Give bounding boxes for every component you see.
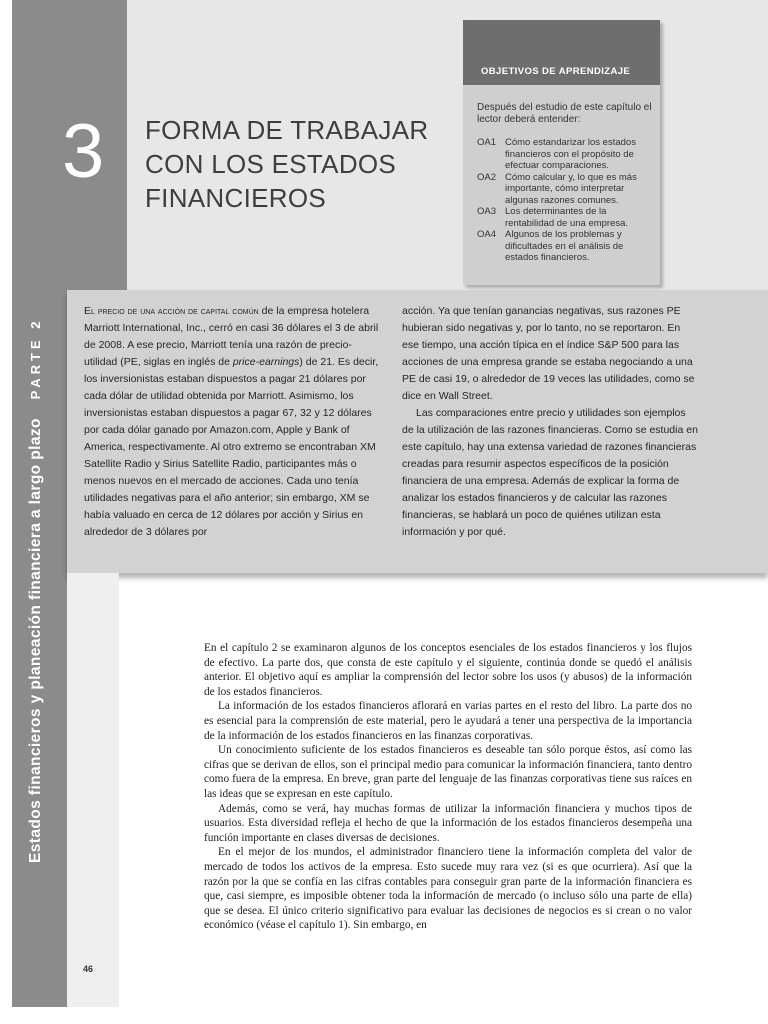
intro-column-left	[84, 303, 381, 541]
chapter-number-panel	[12, 0, 127, 290]
learning-objectives-title: OBJETIVOS DE APRENDIZAJE	[481, 66, 631, 77]
objective-text: Cómo calcular y, lo que es más importante, cómo interpretar algunas razones comunes.	[505, 171, 637, 206]
objective-code: OA4	[477, 229, 497, 240]
body-paragraph: Un conocimiento suficiente de los estados financieros es deseable tan sólo porque éstos, así como las cifras que se derivan de ellos, son el principal medio para comunicar la información financiera, tanto dentro como fuera de la empresa. En breve, gran parte del lenguaje de las finanzas corporativas tiene sus raíces en las ideas que se expresan en este capítulo.	[204, 744, 692, 800]
part-subject: Estados financieros y planeación financiera a largo plazo	[27, 418, 44, 863]
body-paragraph: La información de los estados financieros aflorará en varias partes en el resto del libro. La parte dos no es esencial para la comprensión de este material, pero le ayudará a tener una perspectiva de la importancia de la información de los estados financieros en las finanzas corporativas.	[204, 700, 692, 742]
objective-text: Los determinantes de la rentabilidad de una empresa.	[505, 206, 629, 229]
intro-paragraph: acción. Ya que tenían ganancias negativas, sus razones PE hubieran sido negativas y, por lo tanto, no se reportaron. En ese tiempo, una acción típica en el índice S&P 500 para las acciones de una empresa grande se estaba negociando a una PE de casi 19, o alrededor de 19 veces las utilidades, como se dice en Wall Street.	[402, 305, 695, 402]
chapter-title-line: FORMA DE TRABAJAR	[145, 115, 429, 145]
chapter-title-line: FINANCIEROS	[145, 183, 326, 213]
page-bottom-margin	[0, 1007, 768, 1024]
learning-objectives-box	[463, 20, 660, 285]
chapter-title-line: CON LOS ESTADOS	[145, 149, 397, 179]
page-left-margin	[0, 0, 12, 1024]
chapter-intro-panel	[67, 290, 768, 573]
learning-objective-item	[477, 229, 657, 264]
objective-code: OA1	[477, 137, 497, 148]
intro-paragraph	[84, 303, 381, 541]
learning-objective-item	[477, 206, 657, 229]
part-side-label	[22, 293, 50, 863]
learning-objective-item	[477, 137, 657, 172]
objective-code: OA2	[477, 171, 497, 183]
learning-objectives-intro: Después del estudio de este capítulo el lector deberá entender:	[477, 102, 652, 125]
part-number: PARTE 2	[28, 317, 43, 400]
intro-lead-smallcaps: El precio de una acción de capital común	[84, 305, 259, 317]
chapter-number: 3	[62, 109, 105, 194]
body-paragraph: En el capítulo 2 se examinaron algunos de los conceptos esenciales de los estados financieros y los flujos de efectivo. La parte dos, que consta de este capítulo y el siguiente, continúa donde se quedó el análisis anterior. El objetivo aquí es ampliar la comprensión del lector sobre los usos (y abusos) de la información de los estados financieros.	[204, 642, 692, 698]
body-text	[204, 641, 692, 933]
page-number: 46	[83, 964, 94, 974]
intro-column-right	[402, 303, 699, 541]
body-paragraph: Además, como se verá, hay muchas formas de utilizar la información financiera y muchos tipos de usuarios. Esta diversidad refleja el hecho de que la información de los estados financieros desempeña una función importante en clases diversas de decisiones.	[204, 802, 692, 844]
learning-objective-item	[477, 172, 657, 207]
intro-text: ) de 21. Es decir, los inversionistas estaban dispuestos a pagar 21 dólares por cada dólar de utilidad obtenida por Marriott. Asimismo, los inversionistas estaban dispuestos a pagar 67, 32 y 12 dólares por cada dólar ganado por Amazon.com, Apple y Bank of America, respectivamente. Al otro extremo se encontraban XM Satellite Radio y Sirius Satellite Radio, participantes más o menos nuevos en el mercado de acciones. Cada uno tenía utilidades negativas para el año anterior; sin embargo, XM se había valuado en cerca de 12 dólares por acción y Sirius en alrededor de 3 dólares por	[84, 356, 379, 538]
objective-text: Algunos de los problemas y dificultades en el análisis de estados financieros.	[505, 229, 624, 263]
intro-italic-term: price-earnings	[232, 356, 300, 368]
body-left-gutter	[67, 573, 119, 1007]
body-paragraph: En el mejor de los mundos, el administrador financiero tiene la información completa del valor de mercado de todos los activos de la empresa. Esto sucede muy rara vez (si es que ocurriera). Así que la razón por la que se confía en las cifras contables para conseguir gran parte de la información financiera es que, casi siempre, es imposible obtener toda la información de mercado (o incluso sólo una parte de ella) que se desea. El único criterio significativo para evaluar las decisiones de negocios es si crean o no valor económico (véase el capítulo 1). Sin embargo, en	[204, 846, 692, 932]
intro-text: de la empresa hotelera Marriott International, Inc., cerró en casi 36 dólares el 3 de abril de 2008. A ese precio, Marriott tenía una razón de precio-utilidad (PE, siglas en inglés de	[84, 305, 379, 368]
objective-code: OA3	[477, 206, 497, 217]
learning-objectives-list	[477, 137, 657, 264]
objective-text: Cómo estandarizar los estados financieros con el propósito de efectuar comparaciones.	[505, 137, 636, 171]
chapter-title	[145, 113, 445, 215]
learning-objectives-header	[463, 20, 660, 85]
intro-paragraph: Las comparaciones entre precio y utilidades son ejemplos de la utilización de las razones financieras. Como se estudia en este capítulo, hay una extensa variedad de razones financieras creadas para resumir aspectos específicos de la posición financiera de una empresa. Además de explicar la forma de analizar los estados financieros y de calcular las razones financieras, se hablará un poco de quiénes utilizan esta información y por qué.	[402, 407, 698, 538]
